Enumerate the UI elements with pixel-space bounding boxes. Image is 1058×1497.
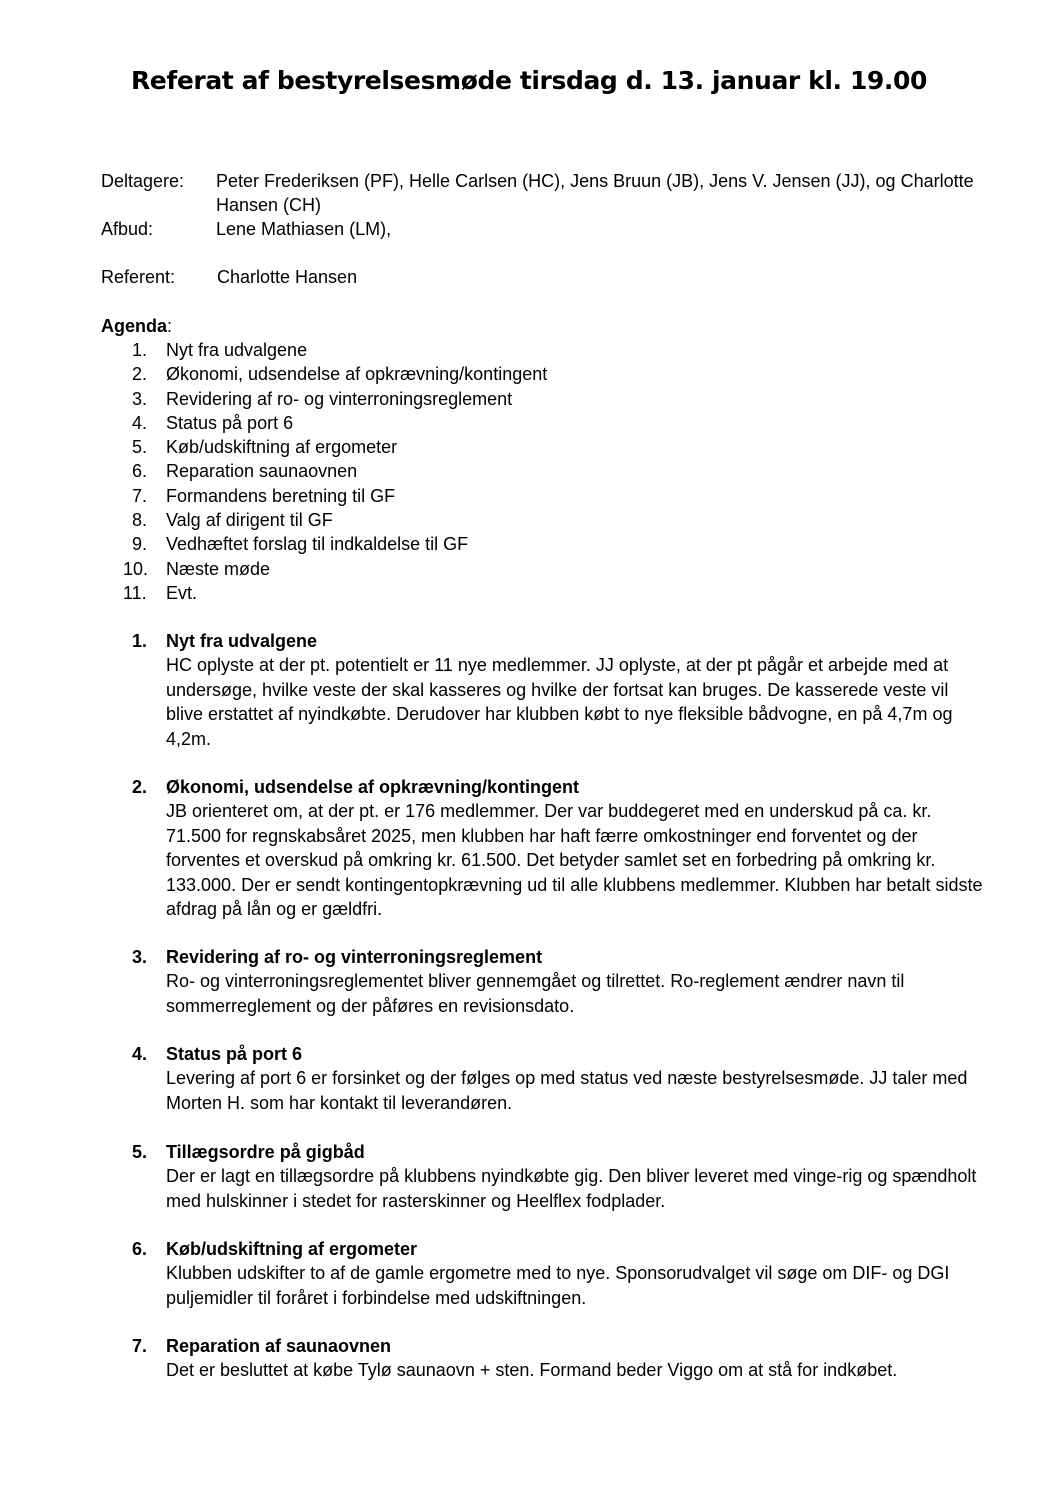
- section-revidering: [101, 945, 981, 1019]
- referent-row: [101, 265, 981, 289]
- agenda-item-number: 4.: [132, 412, 148, 433]
- referent-label: Referent:: [101, 267, 176, 287]
- section-ergometer: [101, 1237, 981, 1311]
- agenda-item-number: 1.: [132, 340, 148, 360]
- section-heading: Reparation af saunaovnen: [166, 1336, 392, 1356]
- section-body: Klubben udskifter to af de gamle ergometre med to nye. Sponsorudvalget vil søge om DIF- og DGI puljemidler til foråret i forbindelse med udskiftningen.: [166, 1263, 950, 1308]
- section-body: Levering af port 6 er forsinket og der følges op med status ved næste bestyrelsesmøde. JJ taler med Morten H. som har kontakt til leverandøren.: [166, 1068, 968, 1113]
- section-heading: Status på port 6: [166, 1044, 303, 1064]
- section-body: Ro- og vinterroningsreglementet bliver gennemgået og tilrettet. Ro-reglement ændrer navn til sommerreglement og der påføres en revisionsdato.: [166, 971, 905, 1016]
- deltagere-value: Peter Frederiksen (PF), Helle Carlsen (HC), Jens Bruun (JB), Jens V. Jensen (JJ), og Charlotte Hansen (CH): [216, 171, 974, 215]
- section-number: 3.: [132, 947, 148, 967]
- agenda-item-text: Reparation saunaovnen: [166, 461, 358, 482]
- section-saunaovn: [101, 1334, 981, 1384]
- section-heading: Tillægsordre på gigbåd: [166, 1142, 365, 1162]
- agenda-item-number: 6.: [132, 461, 148, 482]
- agenda-item-number: 10.: [123, 558, 149, 579]
- agenda-item-number: 2.: [132, 364, 148, 385]
- section-heading: Økonomi, udsendelse af opkrævning/kontingent: [166, 777, 580, 797]
- section-number: 2.: [132, 777, 148, 797]
- section-status-port-6: [101, 1042, 981, 1116]
- agenda-item-text: Køb/udskiftning af ergometer: [166, 437, 398, 458]
- agenda-item-text: Nyt fra udvalgene: [166, 340, 308, 360]
- agenda-item-text: Næste møde: [166, 558, 271, 579]
- section-tillaegsordre: [101, 1140, 981, 1214]
- agenda-item-number: 8.: [132, 510, 148, 531]
- section-number: 7.: [132, 1336, 148, 1356]
- section-okonomi: [101, 775, 981, 921]
- section-body: Det er besluttet at købe Tylø saunaovn + sten. Formand beder Viggo om at stå for indkøbet.: [166, 1360, 898, 1381]
- section-number: 6.: [132, 1239, 148, 1259]
- agenda-item-text: Revidering af ro- og vinterroningsreglement: [166, 388, 513, 409]
- deltagere-label: Deltagere:: [101, 171, 185, 191]
- section-body: JB orienteret om, at der pt. er 176 medlemmer. Der var buddegeret med en underskud på ca. kr. 71.500 for regnskabsåret 2025, men klubben har haft færre omkostninger end forventet og der forventes et overskud på omkring kr. 61.500. Det betyder samlet set en forbedring på omkring kr. 133.000. Der er sendt kontingentopkrævning ud til alle klubbens medlemmer. Klubben har betalt sidste afdrag på lån og er gældfri.: [166, 801, 983, 920]
- agenda-heading: [101, 314, 172, 338]
- deltagere-row: [101, 169, 981, 217]
- agenda-item-text: Valg af dirigent til GF: [166, 510, 333, 531]
- section-number: 5.: [132, 1142, 148, 1162]
- section-body: Der er lagt en tillægsordre på klubbens nyindkøbte gig. Den bliver leveret med vinge-rig og spændholt med hulskinner i stedet for rasterskinner og Heelflex fodplader.: [166, 1166, 977, 1211]
- afbud-label: Afbud:: [101, 219, 154, 239]
- agenda-item-text: Vedhæftet forslag til indkaldelse til GF: [166, 534, 469, 555]
- section-body: HC oplyste at der pt. potentielt er 11 nye medlemmer. JJ oplyste, at der pt pågår et arbejde med at undersøge, hvilke veste der skal kasseres og hvilke der fortsat kan bruges. De kasserede veste vil blive erstattet af nyindkøbte. Derudover har klubben købt to nye fleksible bådvogne, en på 4,7m og 4,2m.: [166, 655, 953, 749]
- referent-value: Charlotte Hansen: [217, 267, 358, 287]
- afbud-row: [101, 217, 981, 241]
- agenda-item-text: Formandens beretning til GF: [166, 485, 396, 506]
- agenda-item-number: 9.: [132, 534, 148, 555]
- agenda-item-text: Status på port 6: [166, 412, 294, 433]
- agenda-item-number: 7.: [132, 485, 148, 506]
- section-heading: Køb/udskiftning af ergometer: [166, 1239, 418, 1259]
- section-heading: Revidering af ro- og vinterroningsreglement: [166, 947, 543, 967]
- document-title: Referat af bestyrelsesmøde tirsdag d. 13. januar kl. 19.00: [130, 66, 928, 95]
- agenda-item-text: Evt.: [166, 582, 198, 603]
- section-nyt-fra-udvalgene: [101, 629, 981, 751]
- agenda-item-number: 5.: [132, 437, 148, 458]
- agenda-item-text: Økonomi, udsendelse af opkrævning/kontingent: [166, 364, 548, 385]
- agenda-item-number: 11.: [123, 582, 147, 603]
- agenda-item-number: 3.: [132, 388, 148, 409]
- agenda-colon: :: [167, 316, 173, 336]
- afbud-value: Lene Mathiasen (LM),: [216, 219, 392, 239]
- section-number: 4.: [132, 1044, 148, 1064]
- section-heading: Nyt fra udvalgene: [166, 631, 318, 651]
- section-number: 1.: [132, 631, 148, 651]
- agenda-label: Agenda: [101, 316, 168, 336]
